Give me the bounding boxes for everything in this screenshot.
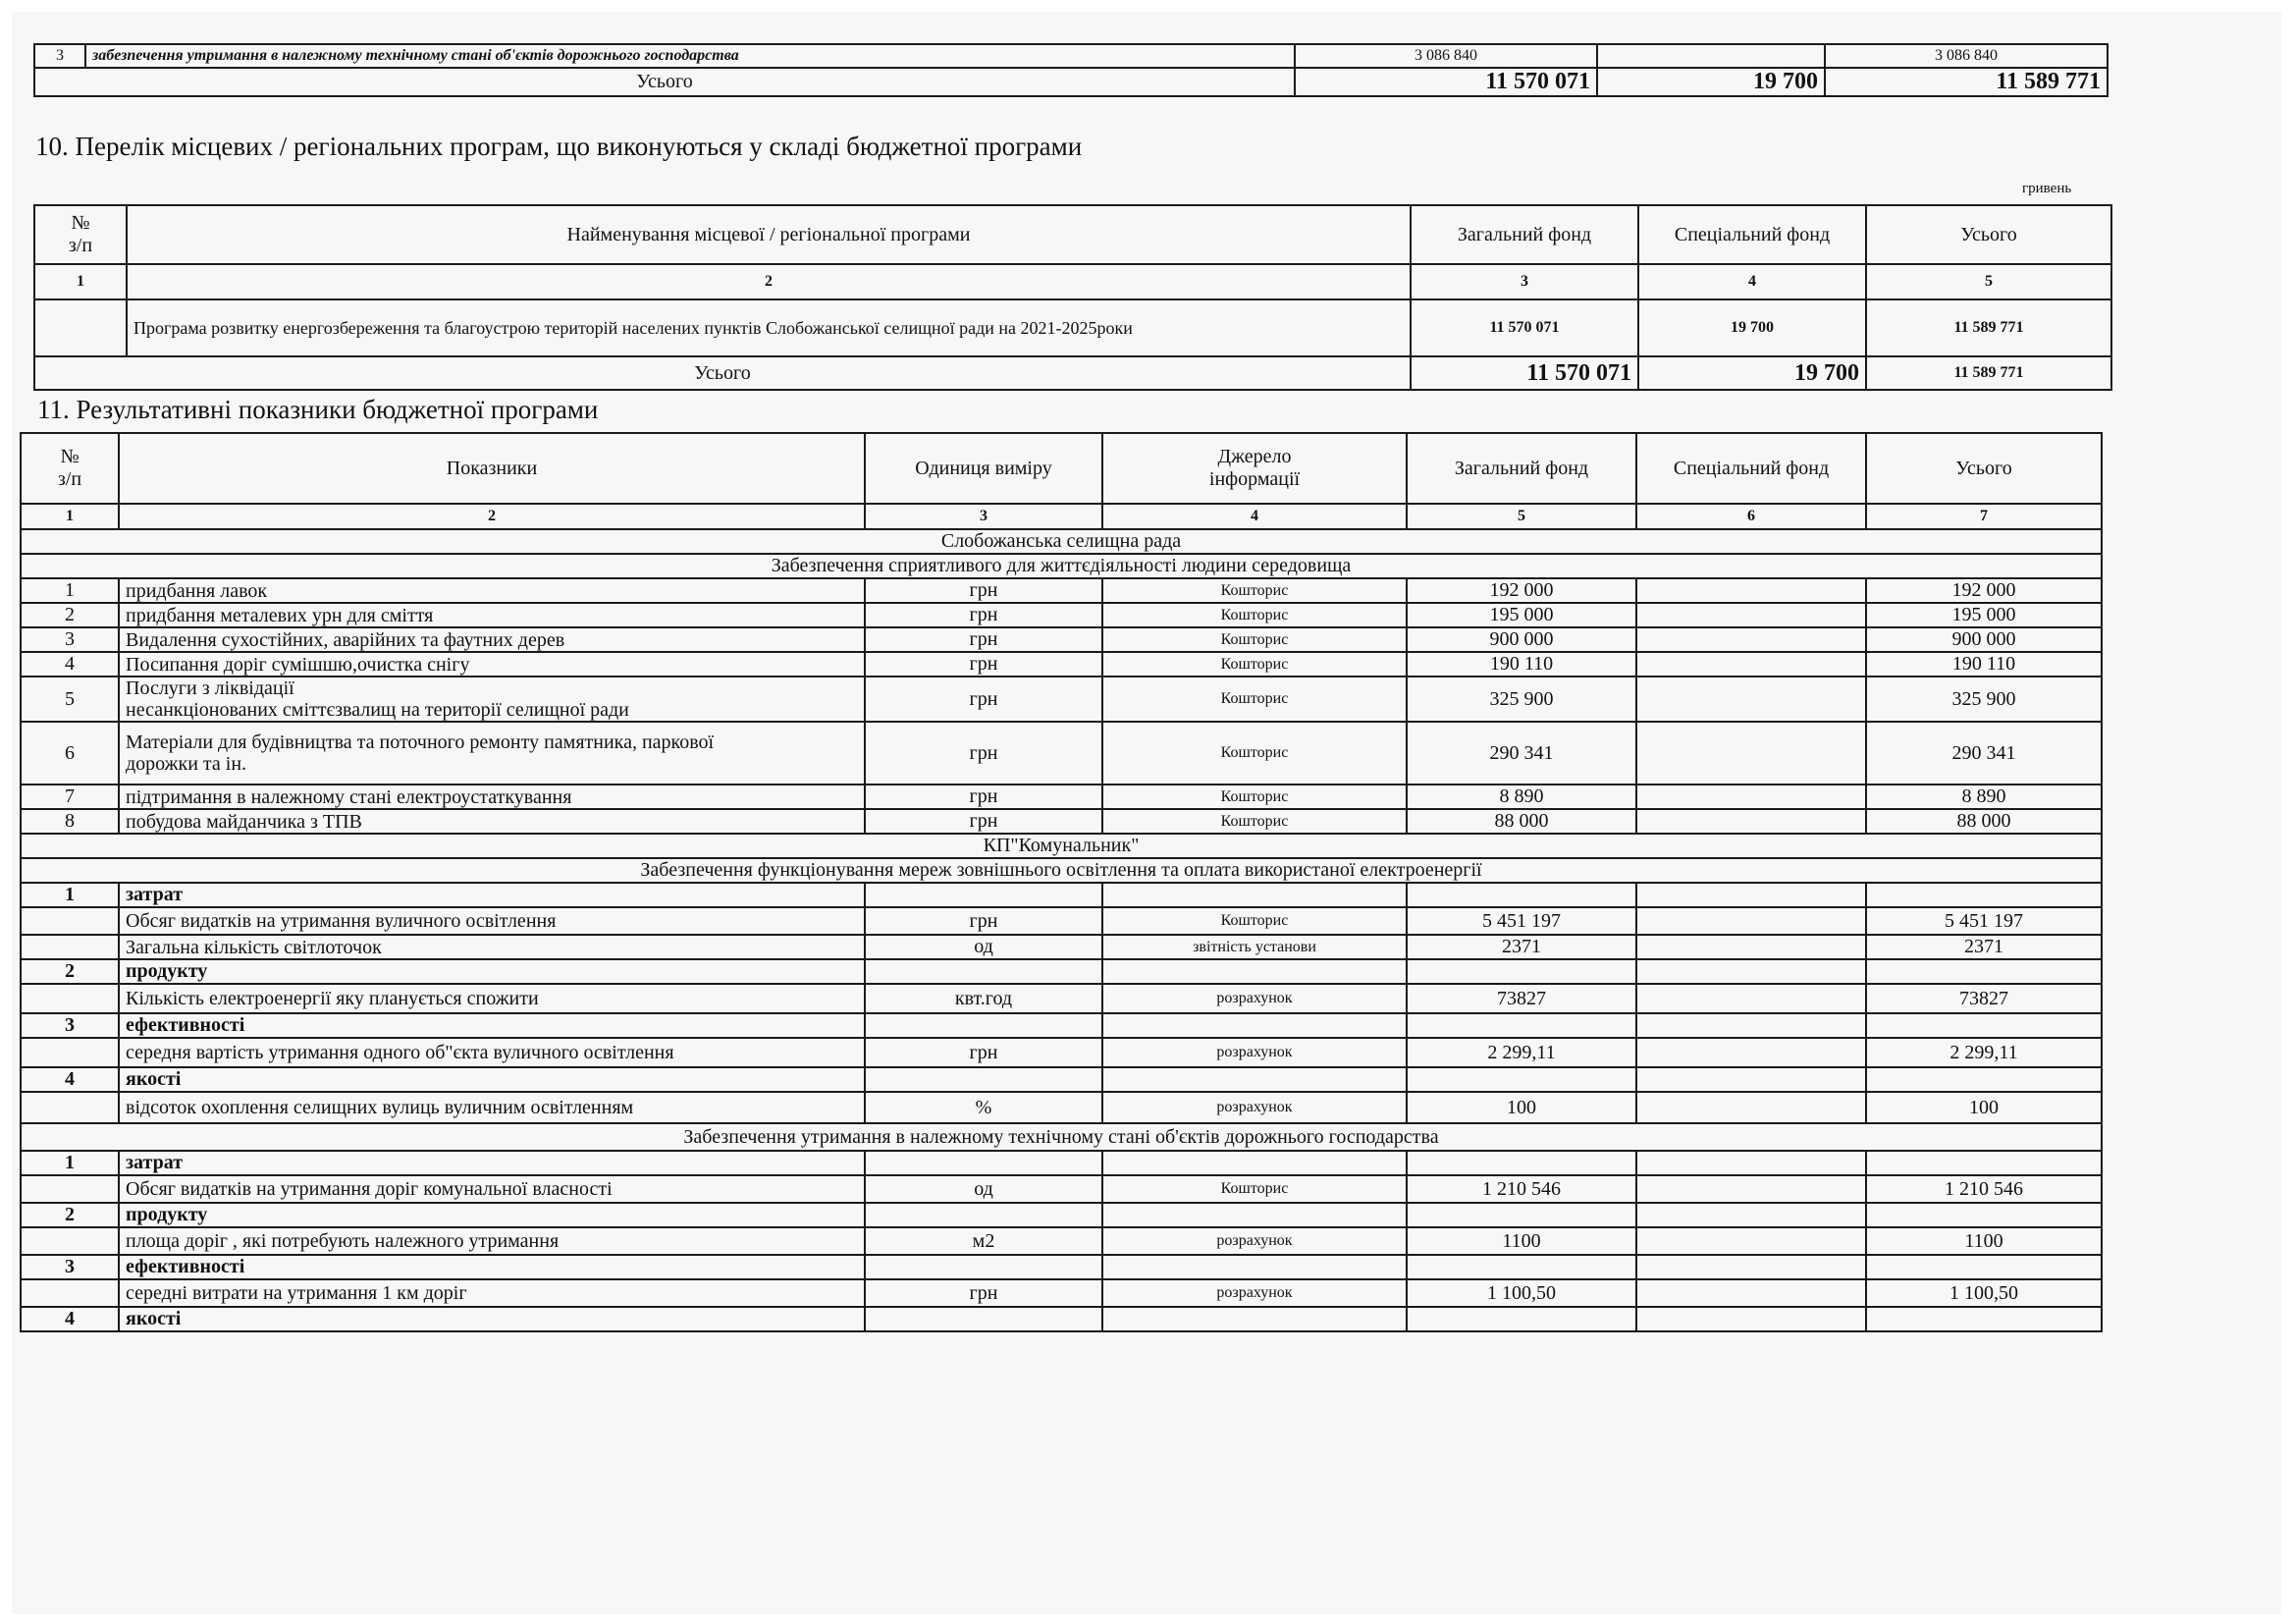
- previous-table-fragment: [33, 43, 2109, 97]
- information-source: Кошторис: [1102, 785, 1407, 809]
- indicator-name: придбання металевих урн для сміття: [119, 603, 865, 627]
- row-number: 4: [21, 652, 119, 677]
- total-value: 900 000: [1866, 627, 2102, 652]
- indicator-name: побудова майданчика з ТПВ: [119, 809, 865, 834]
- general-fund-value: 1 100,50: [1407, 1279, 1636, 1307]
- total-value: 192 000: [1866, 578, 2102, 603]
- general-fund-value: 5 451 197: [1407, 907, 1636, 935]
- special-fund-value: [1636, 603, 1866, 627]
- column-number: 7: [1866, 504, 2102, 529]
- row-number: 1: [21, 883, 119, 907]
- unit-of-measure: грн: [865, 603, 1102, 627]
- empty-cell: [1636, 1013, 1866, 1038]
- indicator-row: [21, 984, 2102, 1013]
- unit-of-measure: грн: [865, 907, 1102, 935]
- indicator-row: [21, 785, 2102, 809]
- empty-cell: [1407, 1255, 1636, 1279]
- section-row: [21, 554, 2102, 578]
- empty-cell: [1866, 883, 2102, 907]
- empty-cell: [865, 1203, 1102, 1227]
- empty-cell: [865, 1307, 1102, 1331]
- performance-indicators-table: [20, 432, 2103, 1332]
- header-total: Усього: [1866, 205, 2111, 264]
- section-10-heading: 10. Перелік місцевих / регіональних програм, що виконуються у складі бюджетної програми: [35, 132, 1083, 161]
- unit-of-measure: од: [865, 935, 1102, 959]
- total-all: 11 589 771: [1866, 356, 2111, 390]
- indicator-name: Посипання доріг сумішшю,очистка снігу: [119, 652, 865, 677]
- special-fund-value: [1636, 677, 1866, 722]
- general-fund-value: 8 890: [1407, 785, 1636, 809]
- unit-of-measure: грн: [865, 627, 1102, 652]
- empty-cell: [1407, 1151, 1636, 1175]
- indicator-name: відсоток охоплення селищних вулиць вуличним освітленням: [119, 1092, 865, 1123]
- unit-of-measure: %: [865, 1092, 1102, 1123]
- empty-cell: [1636, 1151, 1866, 1175]
- column-number: 1: [34, 264, 127, 299]
- indicator-category-row: [21, 959, 2102, 984]
- indicator-row: [21, 677, 2102, 722]
- document-page: [12, 12, 2281, 1614]
- empty-cell: [1102, 883, 1407, 907]
- row-number: 2: [21, 1203, 119, 1227]
- general-fund-value: 900 000: [1407, 627, 1636, 652]
- column-number: 4: [1638, 264, 1866, 299]
- indicator-row: [21, 1175, 2102, 1203]
- empty-cell: [1407, 959, 1636, 984]
- section-row: [21, 1123, 2102, 1151]
- indicator-row: [21, 1227, 2102, 1255]
- total-value: 1100: [1866, 1227, 2102, 1255]
- indicator-category: якості: [119, 1307, 865, 1331]
- indicator-category: ефективності: [119, 1013, 865, 1038]
- special-fund-value: [1636, 652, 1866, 677]
- header-number: № з/п: [34, 205, 127, 264]
- general-fund-value: 88 000: [1407, 809, 1636, 834]
- empty-cell: [865, 1151, 1102, 1175]
- indicator-category: затрат: [119, 1151, 865, 1175]
- total-value: 5 451 197: [1866, 907, 2102, 935]
- indicator-category: продукту: [119, 959, 865, 984]
- information-source: Кошторис: [1102, 578, 1407, 603]
- row-number: [21, 984, 119, 1013]
- indicator-row: [21, 722, 2102, 785]
- row-number: 1: [21, 578, 119, 603]
- local-programs-table: [33, 204, 2112, 391]
- empty-cell: [865, 883, 1102, 907]
- row-number: [34, 299, 127, 356]
- section-row: [21, 834, 2102, 858]
- indicator-category-row: [21, 1307, 2102, 1331]
- total-label: Усього: [34, 68, 1295, 96]
- unit-of-measure: грн: [865, 809, 1102, 834]
- information-source: розрахунок: [1102, 1092, 1407, 1123]
- indicator-name: середня вартість утримання одного об"єкта вуличного освітлення: [119, 1038, 865, 1067]
- information-source: розрахунок: [1102, 1227, 1407, 1255]
- total-value: 325 900: [1866, 677, 2102, 722]
- general-fund-value: 190 110: [1407, 652, 1636, 677]
- empty-cell: [865, 1067, 1102, 1092]
- header-general-fund: Загальний фонд: [1407, 433, 1636, 504]
- total-value: 8 890: [1866, 785, 2102, 809]
- indicator-row: [21, 1092, 2102, 1123]
- header-indicators: Показники: [119, 433, 865, 504]
- empty-cell: [1636, 1203, 1866, 1227]
- empty-cell: [1407, 1307, 1636, 1331]
- row-number: [21, 935, 119, 959]
- column-number: 2: [119, 504, 865, 529]
- special-fund-value: [1636, 907, 1866, 935]
- row-number: 3: [34, 44, 85, 68]
- total-value: 1 210 546: [1866, 1175, 2102, 1203]
- empty-cell: [1102, 1151, 1407, 1175]
- indicator-category-row: [21, 1151, 2102, 1175]
- task-row: Забезпечення функціонування мереж зовнішнього освітлення та оплата використаної електроенергії: [21, 858, 2102, 883]
- empty-cell: [1636, 1255, 1866, 1279]
- row-number: 5: [21, 677, 119, 722]
- special-fund-value: [1636, 722, 1866, 785]
- indicator-name: підтримання в належному стані електроустаткування: [119, 785, 865, 809]
- unit-of-measure: грн: [865, 1038, 1102, 1067]
- unit-of-measure: грн: [865, 722, 1102, 785]
- row-number: 1: [21, 1151, 119, 1175]
- task-row: Забезпечення утримання в належному технічному стані об'єктів дорожнього господарства: [21, 1123, 2102, 1151]
- column-number: 3: [1411, 264, 1638, 299]
- task-row: Забезпечення сприятливого для життєдіяльності людини середовища: [21, 554, 2102, 578]
- row-number: 3: [21, 1013, 119, 1038]
- information-source: звітність установи: [1102, 935, 1407, 959]
- empty-cell: [1407, 1067, 1636, 1092]
- indicator-name: площа доріг , які потребують належного утримання: [119, 1227, 865, 1255]
- total-value: 11 589 771: [1866, 299, 2111, 356]
- indicator-category-row: [21, 1203, 2102, 1227]
- general-fund-value: 3 086 840: [1295, 44, 1597, 68]
- special-fund-value: [1636, 1279, 1866, 1307]
- information-source: Кошторис: [1102, 677, 1407, 722]
- empty-cell: [1866, 1255, 2102, 1279]
- indicator-category-row: [21, 1255, 2102, 1279]
- row-number: [21, 1038, 119, 1067]
- information-source: розрахунок: [1102, 984, 1407, 1013]
- unit-of-measure: грн: [865, 785, 1102, 809]
- row-number: 3: [21, 1255, 119, 1279]
- total-value: 100: [1866, 1092, 2102, 1123]
- indicator-row: [21, 1038, 2102, 1067]
- row-number: [21, 1092, 119, 1123]
- indicator-row: [21, 809, 2102, 834]
- total-all: 11 589 771: [1825, 68, 2108, 96]
- row-number: [21, 907, 119, 935]
- special-fund-value: 19 700: [1638, 299, 1866, 356]
- total-value: 190 110: [1866, 652, 2102, 677]
- indicator-category: якості: [119, 1067, 865, 1092]
- general-fund-value: 192 000: [1407, 578, 1636, 603]
- section-row: [21, 529, 2102, 554]
- total-value: 3 086 840: [1825, 44, 2108, 68]
- total-special-fund: 19 700: [1597, 68, 1825, 96]
- unit-of-measure: м2: [865, 1227, 1102, 1255]
- general-fund-value: 325 900: [1407, 677, 1636, 722]
- column-number: 6: [1636, 504, 1866, 529]
- column-number: 5: [1407, 504, 1636, 529]
- indicator-category-row: [21, 1067, 2102, 1092]
- information-source: розрахунок: [1102, 1038, 1407, 1067]
- program-name: Програма розвитку енергозбереження та благоустрою територій населених пунктів Слобожанської селищної ради на 2021-2025роки: [127, 299, 1411, 356]
- indicator-category-row: [21, 883, 2102, 907]
- row-number: 2: [21, 603, 119, 627]
- indicator-row: [21, 603, 2102, 627]
- indicator-category: затрат: [119, 883, 865, 907]
- empty-cell: [1866, 1203, 2102, 1227]
- indicator-name: придбання лавок: [119, 578, 865, 603]
- empty-cell: [1636, 959, 1866, 984]
- total-value: 1 100,50: [1866, 1279, 2102, 1307]
- empty-cell: [1102, 1255, 1407, 1279]
- special-fund-value: [1636, 1038, 1866, 1067]
- total-value: 290 341: [1866, 722, 2102, 785]
- total-general-fund: 11 570 071: [1295, 68, 1597, 96]
- empty-cell: [1102, 1307, 1407, 1331]
- special-fund-value: [1636, 1092, 1866, 1123]
- row-number: 2: [21, 959, 119, 984]
- unit-label: гривень: [2022, 181, 2072, 196]
- indicator-row: [21, 1279, 2102, 1307]
- column-number: 1: [21, 504, 119, 529]
- information-source: Кошторис: [1102, 722, 1407, 785]
- special-fund-value: [1636, 627, 1866, 652]
- general-fund-value: 290 341: [1407, 722, 1636, 785]
- row-number: 4: [21, 1067, 119, 1092]
- header-special-fund: Спеціальний фонд: [1638, 205, 1866, 264]
- row-number: 3: [21, 627, 119, 652]
- empty-cell: [1102, 959, 1407, 984]
- section-11-heading: 11. Результативні показники бюджетної програми: [37, 395, 599, 424]
- total-value: 2371: [1866, 935, 2102, 959]
- indicator-name: Загальна кількість світлоточок: [119, 935, 865, 959]
- column-number: 5: [1866, 264, 2111, 299]
- information-source: Кошторис: [1102, 1175, 1407, 1203]
- general-fund-value: 100: [1407, 1092, 1636, 1123]
- information-source: Кошторис: [1102, 652, 1407, 677]
- special-fund-value: [1636, 935, 1866, 959]
- unit-of-measure: од: [865, 1175, 1102, 1203]
- indicator-row: [21, 578, 2102, 603]
- information-source: Кошторис: [1102, 627, 1407, 652]
- indicator-row: [21, 935, 2102, 959]
- unit-of-measure: грн: [865, 578, 1102, 603]
- empty-cell: [1636, 1067, 1866, 1092]
- row-number: 8: [21, 809, 119, 834]
- organization-row: КП"Комунальник": [21, 834, 2102, 858]
- header-unit: Одиниця виміру: [865, 433, 1102, 504]
- empty-cell: [1636, 883, 1866, 907]
- indicator-category: ефективності: [119, 1255, 865, 1279]
- general-fund-value: 2 299,11: [1407, 1038, 1636, 1067]
- empty-cell: [1866, 1067, 2102, 1092]
- total-value: 195 000: [1866, 603, 2102, 627]
- total-special-fund: 19 700: [1638, 356, 1866, 390]
- indicator-category-row: [21, 1013, 2102, 1038]
- header-total: Усього: [1866, 433, 2102, 504]
- empty-cell: [1407, 1013, 1636, 1038]
- special-fund-value: [1636, 1227, 1866, 1255]
- indicator-category: продукту: [119, 1203, 865, 1227]
- empty-cell: [1866, 1307, 2102, 1331]
- row-number: 6: [21, 722, 119, 785]
- total-label: Усього: [34, 356, 1411, 390]
- unit-of-measure: грн: [865, 652, 1102, 677]
- total-value: 73827: [1866, 984, 2102, 1013]
- special-fund-value: [1597, 44, 1825, 68]
- header-special-fund: Спеціальний фонд: [1636, 433, 1866, 504]
- unit-of-measure: квт.год: [865, 984, 1102, 1013]
- indicator-name: Матеріали для будівництва та поточного ремонту памятника, паркової дорожки та ін.: [119, 722, 865, 785]
- indicator-name: середні витрати на утримання 1 км доріг: [119, 1279, 865, 1307]
- indicator-row: [21, 907, 2102, 935]
- information-source: Кошторис: [1102, 603, 1407, 627]
- information-source: Кошторис: [1102, 907, 1407, 935]
- indicator-name: Обсяг видатків на утримання доріг комунальної власності: [119, 1175, 865, 1203]
- indicator-name: Видалення сухостійних, аварійних та фаутних дерев: [119, 627, 865, 652]
- row-number: 4: [21, 1307, 119, 1331]
- header-number: № з/п: [21, 433, 119, 504]
- empty-cell: [1407, 1203, 1636, 1227]
- empty-cell: [1866, 1013, 2102, 1038]
- empty-cell: [1636, 1307, 1866, 1331]
- empty-cell: [1866, 959, 2102, 984]
- total-value: 88 000: [1866, 809, 2102, 834]
- header-program-name: Найменування місцевої / регіональної програми: [127, 205, 1411, 264]
- empty-cell: [1866, 1151, 2102, 1175]
- empty-cell: [865, 1255, 1102, 1279]
- general-fund-value: 1100: [1407, 1227, 1636, 1255]
- indicator-name: Кількість електроенергії яку планується спожити: [119, 984, 865, 1013]
- special-fund-value: [1636, 1175, 1866, 1203]
- total-general-fund: 11 570 071: [1411, 356, 1638, 390]
- header-source: Джерело інформації: [1102, 433, 1407, 504]
- information-source: Кошторис: [1102, 809, 1407, 834]
- indicator-name: Обсяг видатків на утримання вуличного освітлення: [119, 907, 865, 935]
- column-number: 2: [127, 264, 1411, 299]
- general-fund-value: 73827: [1407, 984, 1636, 1013]
- row-number: [21, 1175, 119, 1203]
- unit-of-measure: грн: [865, 1279, 1102, 1307]
- row-number: 7: [21, 785, 119, 809]
- unit-of-measure: грн: [865, 677, 1102, 722]
- general-fund-value: 1 210 546: [1407, 1175, 1636, 1203]
- indicator-name: Послуги з ліквідації несанкціонованих сміттєзвалищ на території селищної ради: [119, 677, 865, 722]
- header-general-fund: Загальний фонд: [1411, 205, 1638, 264]
- empty-cell: [865, 1013, 1102, 1038]
- indicator-row: [21, 627, 2102, 652]
- general-fund-value: 195 000: [1407, 603, 1636, 627]
- section-row: [21, 858, 2102, 883]
- total-value: 2 299,11: [1866, 1038, 2102, 1067]
- row-number: [21, 1279, 119, 1307]
- empty-cell: [1102, 1203, 1407, 1227]
- row-number: [21, 1227, 119, 1255]
- special-fund-value: [1636, 578, 1866, 603]
- empty-cell: [1102, 1067, 1407, 1092]
- information-source: розрахунок: [1102, 1279, 1407, 1307]
- indicator-row: [21, 652, 2102, 677]
- task-name: забезпечення утримання в належному технічному стані об'єктів дорожнього господарства: [85, 44, 1295, 68]
- empty-cell: [865, 959, 1102, 984]
- column-number: 3: [865, 504, 1102, 529]
- empty-cell: [1102, 1013, 1407, 1038]
- column-number: 4: [1102, 504, 1407, 529]
- general-fund-value: 11 570 071: [1411, 299, 1638, 356]
- empty-cell: [1407, 883, 1636, 907]
- special-fund-value: [1636, 785, 1866, 809]
- general-fund-value: 2371: [1407, 935, 1636, 959]
- organization-row: Слобожанська селищна рада: [21, 529, 2102, 554]
- special-fund-value: [1636, 809, 1866, 834]
- special-fund-value: [1636, 984, 1866, 1013]
